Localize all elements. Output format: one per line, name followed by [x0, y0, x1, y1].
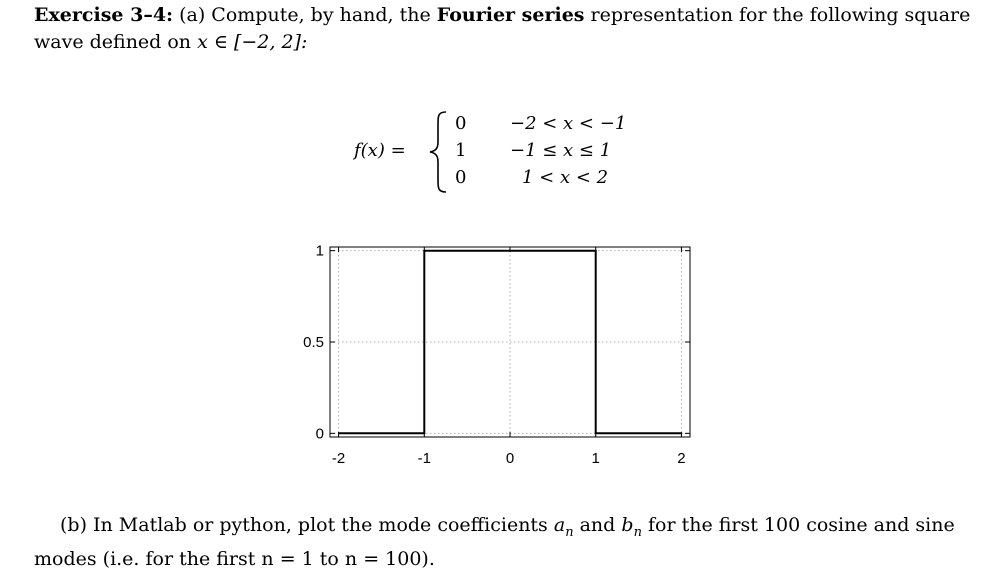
part-b-text [34, 512, 955, 573]
coef-b-symbol: b [621, 514, 634, 536]
coef-b [621, 514, 642, 540]
part-b-line-2: modes (i.e. for the first n = 1 to n = 100). [34, 547, 435, 570]
coef-b-sub: n [633, 524, 642, 540]
part-a-text: (a) Compute, by hand, the [179, 4, 431, 26]
x-tick-label: 1 [591, 450, 600, 467]
coef-a-sub: n [565, 524, 574, 540]
coef-a [553, 514, 574, 540]
and-word: and [579, 514, 616, 536]
case-condition-2: −1 ≤ x ≤ 1 [510, 140, 612, 161]
x-tick-label: 2 [677, 450, 686, 467]
x-tick-label: -2 [331, 450, 346, 467]
case-value-2: 1 [455, 140, 467, 161]
y-tick-label: 0 [315, 425, 324, 443]
coef-a-symbol: a [553, 514, 566, 536]
domain-math: x ∈ [−2, 2]: [197, 31, 308, 53]
domain-text: wave defined on [34, 31, 192, 53]
case-condition-1: −2 < x < −1 [510, 113, 627, 134]
x-tick-label: 0 [505, 450, 515, 467]
fourier-series-term: Fourier series [436, 4, 585, 26]
part-b-intro: (b) In Matlab or python, plot the mode coefficients [60, 514, 548, 536]
part-b-line-1 [34, 512, 955, 546]
equation-lhs: f(x) = [354, 140, 406, 161]
grid-lines [330, 247, 690, 437]
exercise-title: Exercise 3–4: [34, 4, 174, 26]
case-value-1: 0 [455, 113, 467, 134]
case-value-3: 0 [455, 167, 467, 188]
x-tick-label: -1 [417, 450, 431, 467]
y-tick-label: 1 [315, 242, 324, 260]
y-tick-label: 0.5 [303, 334, 324, 351]
case-condition-3: 1 < x < 2 [522, 167, 609, 188]
part-b-rest: for the first 100 cosine and sine [647, 514, 955, 536]
part-a-rest: representation for the following square [590, 4, 971, 26]
